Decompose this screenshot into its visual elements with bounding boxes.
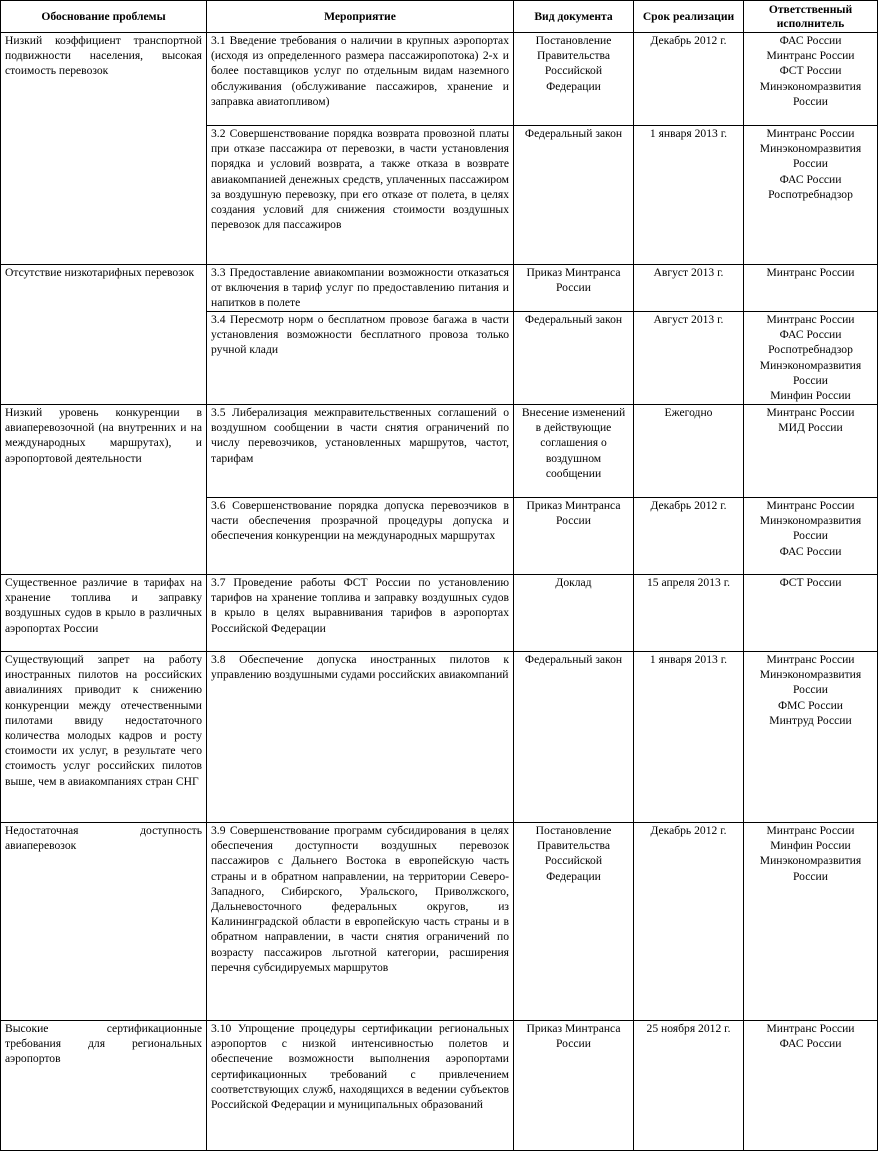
executor-cell xyxy=(744,126,878,265)
executor-item: Минэкономразвития России xyxy=(759,79,862,108)
problem-cell: Низкий коэффициент транспортной подвижности населения, высокая стоимость перевозок xyxy=(1,33,207,265)
executor-item: Минтранс России xyxy=(766,313,855,326)
executor-item: Минэкономразвития России xyxy=(759,854,862,883)
executor-cell xyxy=(744,823,878,1021)
executor-item: Минтранс России xyxy=(766,127,855,140)
doc-type-cell: Федеральный закон xyxy=(514,126,634,265)
problem-cell: Отсутствие низкотарифных перевозок xyxy=(1,265,207,405)
executor-item: Минэкономразвития России xyxy=(759,514,862,543)
deadline-cell: 15 апреля 2013 г. xyxy=(634,575,744,652)
table-row xyxy=(1,823,878,1021)
executor-cell xyxy=(744,498,878,575)
deadline-cell: Декабрь 2012 г. xyxy=(634,33,744,126)
measure-cell: 3.2 Совершенствование порядка возврата провозной платы при отказе пассажира от перевозки, в части установления порядка и условий возврата, а также отказа в возврате авиакомпанией денежных средств, уплаченных пассажиром за воздушную перевозку, при его отказе от полета, в целях создания условий для снижения стоимости воздушных перевозок для пассажиров xyxy=(207,126,514,265)
executor-item: Минтранс России xyxy=(766,1022,855,1035)
deadline-cell: 25 ноября 2012 г. xyxy=(634,1021,744,1151)
executor-item: Минфин России xyxy=(770,389,851,403)
table-row xyxy=(1,652,878,823)
executor-item: МИД России xyxy=(778,421,843,435)
executor-cell xyxy=(744,575,878,652)
measure-cell: 3.3 Предоставление авиакомпании возможности отказаться от включения в тариф услуг по предоставлению питания и напитков в полете xyxy=(207,265,514,312)
header-deadline: Срок реализации xyxy=(634,1,744,33)
executor-item: Роспотребнадзор xyxy=(768,187,853,201)
measure-cell: 3.1 Введение требования о наличии в крупных аэропортах (исходя из определенного размера пассажиропотока) 2-х и более поставщиков услуг по отдельным видам наземного обслуживания (обслуживание пассажиров, хранение и заправка авиатопливом) xyxy=(207,33,514,126)
problem-cell: Высокие сертификационные требования для региональных аэропортов xyxy=(1,1021,207,1151)
executor-item: Минфин России xyxy=(770,839,851,853)
deadline-cell: 1 января 2013 г. xyxy=(634,126,744,265)
executor-item: ФАС России xyxy=(779,544,842,558)
table-row xyxy=(1,33,878,126)
doc-type-cell: Федеральный закон xyxy=(514,312,634,405)
executor-item: Минтранс России xyxy=(766,824,855,837)
executor-item: ФАС России xyxy=(779,34,842,47)
deadline-cell: Ежегодно xyxy=(634,405,744,498)
executor-item: Минэкономразвития России xyxy=(759,668,862,697)
table-row xyxy=(1,1021,878,1151)
measure-cell: 3.5 Либерализация межправительственных соглашений о воздушном сообщении в части снятия ограничений по числу перевозчиков, установленных маршрутов, частот, тарифам xyxy=(207,405,514,498)
header-doc-type: Вид документа xyxy=(514,1,634,33)
executor-item: ФСТ России xyxy=(779,64,842,78)
executor-item: ФСТ России xyxy=(779,576,842,589)
executor-item: Минтранс России xyxy=(766,653,855,666)
measure-cell: 3.6 Совершенствование порядка допуска перевозчиков в части обеспечения прозрачной процедуры допуска и обеспечения конкуренции на международных маршрутах xyxy=(207,498,514,575)
problem-cell: Существующий запрет на работу иностранных пилотов на российских авиалиниях приводит к снижению конкуренции между отечественными пилотами ввиду недостаточного количества молодых кадров и росту стоимости их услуг, в результате чего стоимость услуг российских пилотов выше, чем в авиакомпаниях стран СНГ xyxy=(1,652,207,823)
executor-item: ФАС России xyxy=(779,328,842,342)
measure-cell: 3.9 Совершенствование программ субсидирования в целях обеспечения доступности воздушных перевозок пассажиров с Дальнего Востока в европейскую часть страны и в обратном направлении, на территории Северо-Западного, Сибирского, Уральского, Приволжского, Дальневосточного федеральных округов, из Калининградской области в европейскую часть страны и в обратном направлении, в части снятия ограничений по возрасту пассажиров льготной категории, расширения перечня субсидируемых маршрутов xyxy=(207,823,514,1021)
executor-item: Минэкономразвития России xyxy=(759,358,862,387)
deadline-cell: 1 января 2013 г. xyxy=(634,652,744,823)
executor-item: Минтранс России xyxy=(766,49,855,63)
table-row xyxy=(1,405,878,498)
executor-item: ФМС России xyxy=(777,698,844,712)
executor-cell xyxy=(744,652,878,823)
deadline-cell: Декабрь 2012 г. xyxy=(634,498,744,575)
doc-type-cell: Доклад xyxy=(514,575,634,652)
table-row xyxy=(1,265,878,312)
doc-type-cell: Приказ Минтранса России xyxy=(514,498,634,575)
doc-type-cell: Приказ Минтранса России xyxy=(514,265,634,312)
header-measure: Мероприятие xyxy=(207,1,514,33)
header-executor: Ответственный исполнитель xyxy=(744,1,878,33)
executor-item: ФАС России xyxy=(779,172,842,186)
executor-cell xyxy=(744,312,878,405)
problem-cell: Низкий уровень конкуренции в авиаперевозочной (на внутренних и на международных маршрутах), и аэропортовой деятельности xyxy=(1,405,207,575)
executor-item: Минтруд России xyxy=(769,713,852,727)
executor-cell xyxy=(744,405,878,498)
doc-type-cell: Постановление Правительства Российской Федерации xyxy=(514,33,634,126)
table-row xyxy=(1,575,878,652)
measure-cell: 3.4 Пересмотр норм о бесплатном провозе багажа в части установления возможности бесплатного провоза только ручной клади xyxy=(207,312,514,405)
executor-item: Минтранс России xyxy=(766,406,855,419)
doc-type-cell: Постановление Правительства Российской Федерации xyxy=(514,823,634,1021)
header-row xyxy=(1,1,878,33)
deadline-cell: Август 2013 г. xyxy=(634,265,744,312)
executor-cell xyxy=(744,33,878,126)
executor-cell xyxy=(744,265,878,312)
doc-type-cell: Федеральный закон xyxy=(514,652,634,823)
executor-item: Роспотребнадзор xyxy=(768,343,853,357)
header-problem: Обоснование проблемы xyxy=(1,1,207,33)
doc-type-cell: Внесение изменений в действующие соглашения о воздушном сообщении xyxy=(514,405,634,498)
deadline-cell: Август 2013 г. xyxy=(634,312,744,405)
executor-item: Минэкономразвития России xyxy=(759,142,862,171)
doc-type-cell: Приказ Минтранса России xyxy=(514,1021,634,1151)
problem-cell: Существенное различие в тарифах на хранение топлива и заправку воздушных судов в крыло в различных аэропортах России xyxy=(1,575,207,652)
executor-item: ФАС России xyxy=(779,1037,842,1051)
measure-cell: 3.7 Проведение работы ФСТ России по установлению тарифов на хранение топлива и заправку воздушных судов в крыло в целях выравнивания тарифов в аэропортах Российской Федерации xyxy=(207,575,514,652)
measure-cell: 3.10 Упрощение процедуры сертификации региональных аэропортов с низкой интенсивностью полетов и обеспечение возможности выполнения аэропортами сертификационных требований с привлечением соответствующих служб, находящихся в ведении субъектов Российской Федерации и муниципальных образований xyxy=(207,1021,514,1151)
executor-item: Минтранс России xyxy=(766,499,855,512)
executor-item: Минтранс России xyxy=(766,266,855,279)
executor-cell xyxy=(744,1021,878,1151)
problem-cell: Недостаточная доступность авиаперевозок xyxy=(1,823,207,1021)
deadline-cell: Декабрь 2012 г. xyxy=(634,823,744,1021)
measure-cell: 3.8 Обеспечение допуска иностранных пилотов к управлению воздушными судами российских авиакомпаний xyxy=(207,652,514,823)
